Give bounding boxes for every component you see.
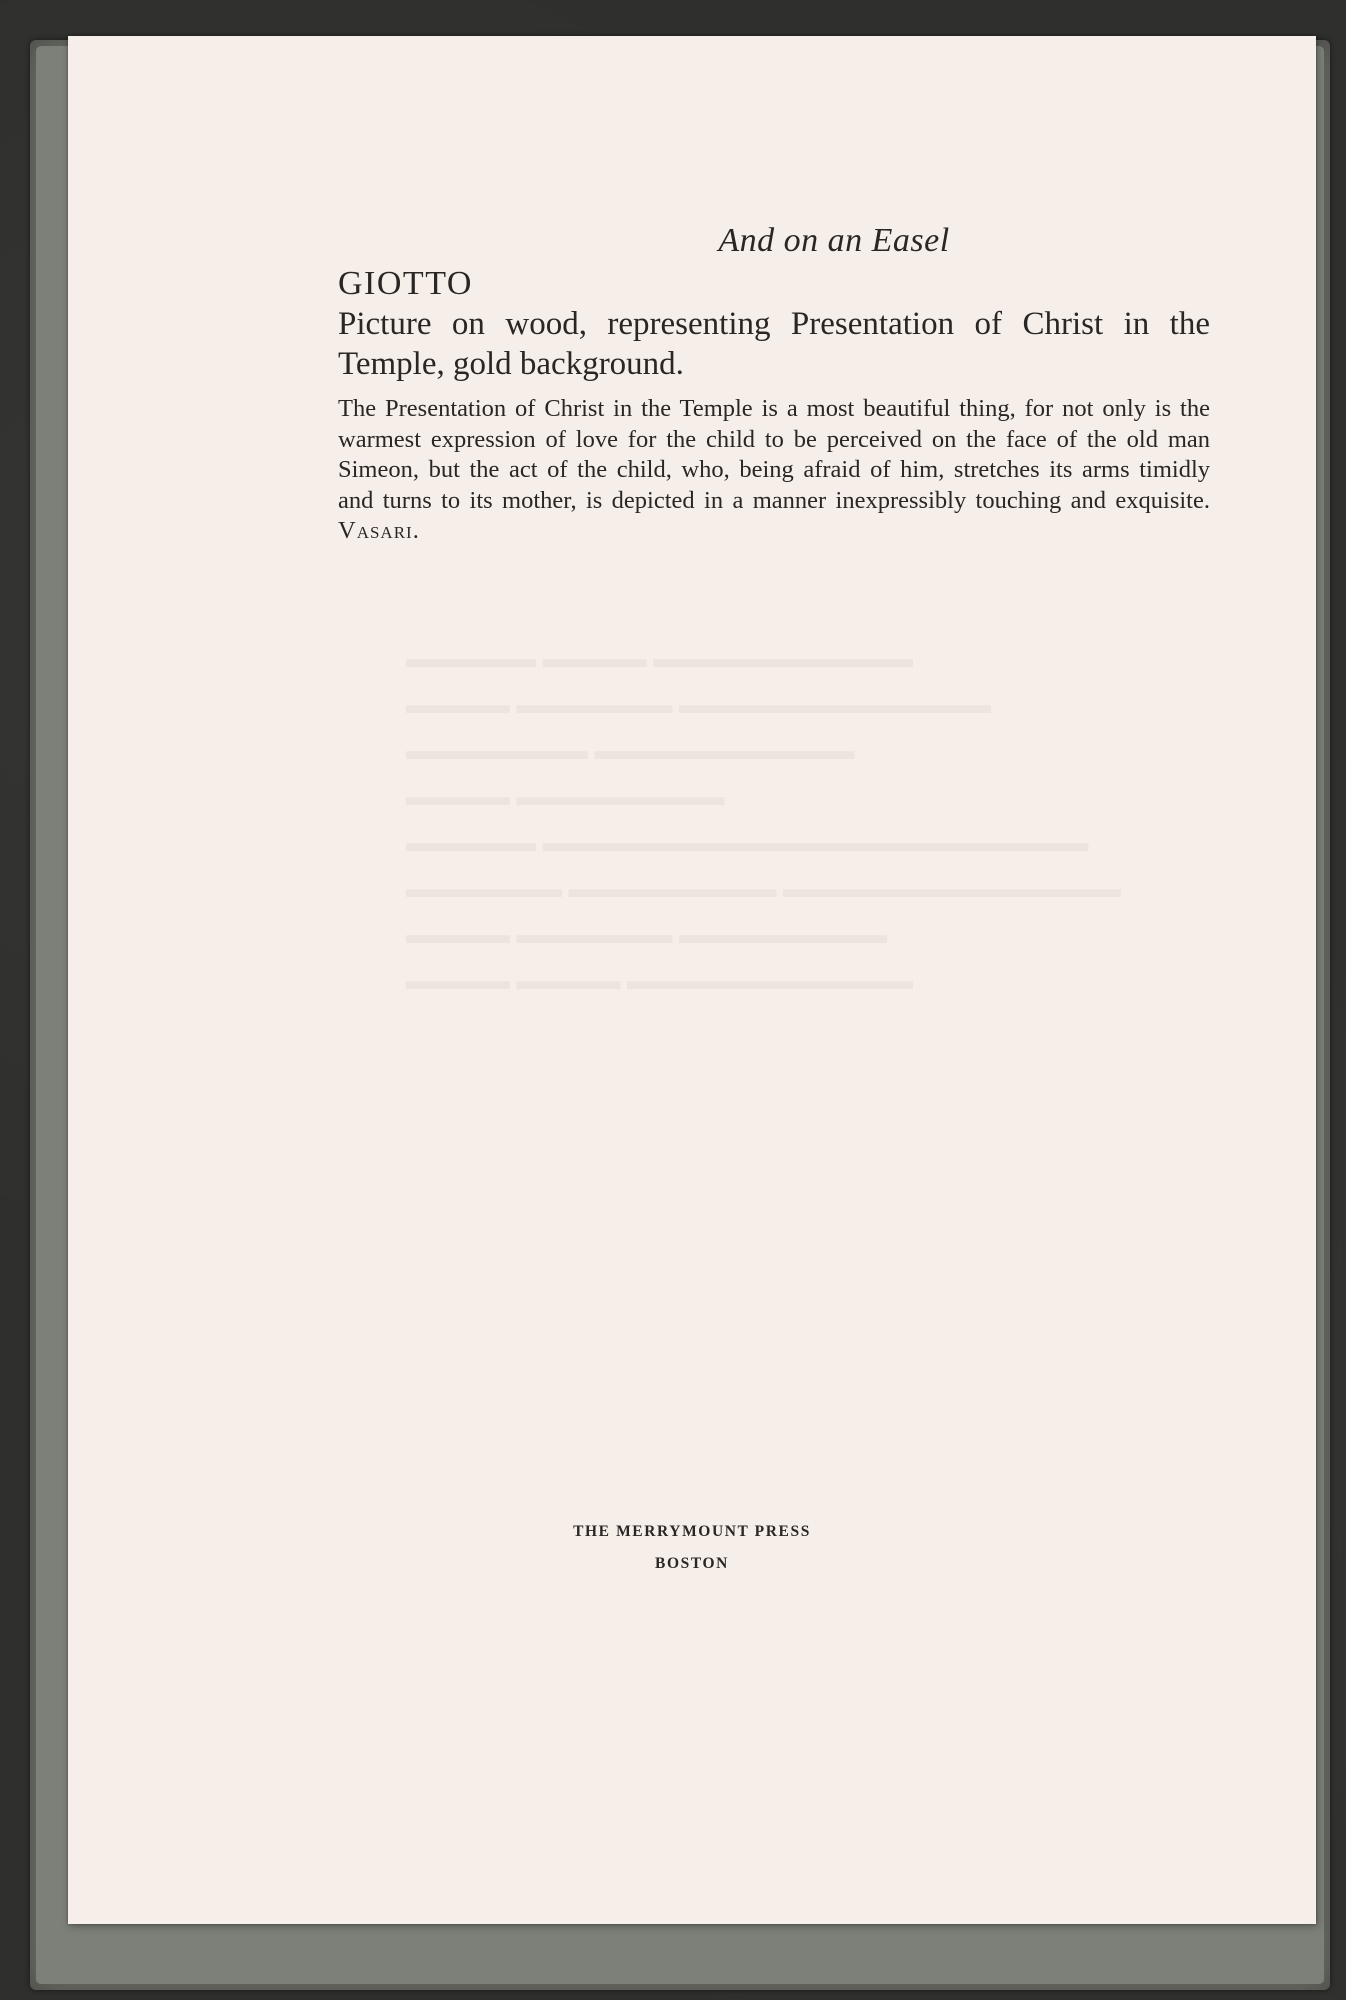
printer-imprint — [68, 1516, 1316, 1580]
artwork-title: Picture on wood, representing Presentation of Christ in the Temple, gold background. — [338, 306, 1210, 382]
paper-page — [68, 36, 1316, 1924]
quote-text: The Presentation of Christ in the Temple is a most beautiful thing, for not only is the warmest expression of love for the child to be perceived on the face of the old man Simeon, but the act of the child, who, being afraid of him, stretches its arms timidly and turns to its mother, is depicted in a manner inexpressibly touching and exquisite. — [338, 395, 1210, 514]
quote-attribution: Vasari. — [338, 517, 420, 544]
artist-name: GIOTTO — [338, 265, 473, 302]
imprint-press-name: THE MERRYMOUNT PRESS — [573, 1523, 811, 1540]
quote-paragraph — [338, 394, 1210, 547]
section-heading: And on an Easel — [718, 222, 950, 259]
imprint-city: BOSTON — [655, 1555, 729, 1572]
reverse-show-through: ▬▬▬▬▬ ▬▬▬▬ ▬▬▬▬▬▬▬▬▬▬ ▬▬▬▬ ▬▬▬▬▬▬ ▬▬▬▬▬▬▬▬▬▬▬▬ ▬▬▬▬▬▬▬ ▬▬▬▬▬▬▬▬▬▬ ▬▬▬▬ ▬▬▬▬▬▬▬▬ ▬▬▬▬▬ ▬▬▬▬▬▬▬▬▬▬▬▬▬▬▬▬▬▬▬▬▬ ▬▬▬▬▬▬ ▬▬▬▬▬▬▬▬ ▬▬▬▬▬▬▬▬▬▬▬▬▬ ▬▬▬▬ ▬▬▬▬▬▬ ▬▬▬▬▬▬▬▬ ▬▬▬▬ ▬▬▬▬ ▬▬▬▬▬▬▬▬▬▬▬ — [406, 644, 1121, 995]
content-block — [338, 222, 1210, 547]
